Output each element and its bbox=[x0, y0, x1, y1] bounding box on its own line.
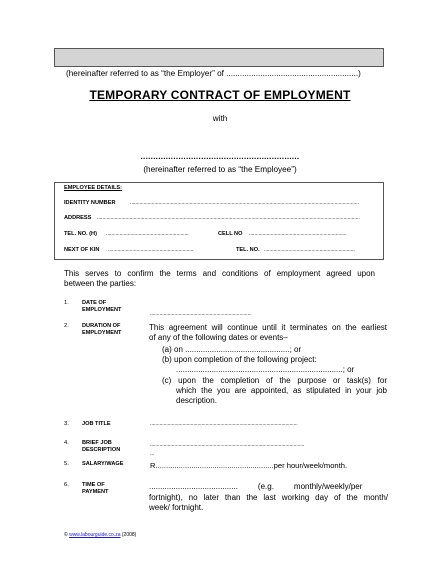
item-number: 5. bbox=[64, 461, 69, 467]
employee-details-heading: EMPLOYEE DETAILS: bbox=[64, 185, 123, 191]
kin-tel-field[interactable]: ................................................................... bbox=[264, 247, 355, 253]
identity-number-label: IDENTITY NUMBER bbox=[64, 200, 116, 206]
footer bbox=[64, 532, 136, 538]
with-text: with bbox=[212, 114, 228, 123]
item-number: 3. bbox=[64, 421, 69, 427]
date-of-employment-field[interactable]: ........................................................................... bbox=[150, 311, 252, 317]
kin-tel-label: TEL. NO. bbox=[236, 247, 260, 253]
job-title-field[interactable]: ............................................................................................................. bbox=[150, 421, 298, 427]
item-label: SALARY/WAGE bbox=[82, 461, 124, 467]
item-number: 2. bbox=[64, 323, 69, 329]
item-label: EMPLOYMENT bbox=[82, 330, 122, 336]
duration-option-c-line-3: description. bbox=[176, 396, 217, 405]
duration-option-b: (b) upon completion of the following project: bbox=[162, 355, 317, 364]
duration-option-c-line-1: (c) upon the completion of the purpose or task(s) for bbox=[162, 376, 387, 385]
intro-line-2: between the parties: bbox=[64, 279, 137, 288]
tel-home-label: TEL. NO. (H) bbox=[64, 231, 97, 237]
employer-line: (hereinafter referred to as “the Employer” of ..........................................................) bbox=[66, 69, 361, 78]
footer-year: (2008) bbox=[121, 532, 137, 538]
item-number: 6. bbox=[64, 482, 69, 488]
next-of-kin-field[interactable]: ............................................................... bbox=[108, 247, 194, 253]
address-label: ADDRESS bbox=[64, 215, 92, 221]
next-of-kin-label: NEXT OF KIN bbox=[64, 247, 100, 253]
item-label: PAYMENT bbox=[82, 489, 109, 495]
cell-no-label: CELL NO bbox=[218, 231, 243, 237]
employee-name-blank[interactable]: ............................................................... bbox=[140, 152, 300, 161]
duration-option-c-line-2: which the you are appointed, as stipulated in your job bbox=[176, 386, 387, 395]
duration-option-a[interactable]: (a) on ...............................................; or bbox=[162, 345, 302, 354]
job-description-field-continued[interactable]: ... bbox=[150, 451, 155, 457]
payment-line-2: fortnight), no later than the last working day of the month/ bbox=[149, 493, 388, 502]
item-label: DATE OF bbox=[82, 300, 107, 306]
duration-line-1: This agreement will continue until it terminates on the earliest bbox=[149, 323, 387, 332]
job-description-field[interactable]: .................................................................................................................. bbox=[150, 442, 305, 448]
duration-project-field[interactable]: ...........................................................................; or bbox=[176, 365, 355, 374]
item-number: 1. bbox=[64, 300, 69, 306]
payment-line-1[interactable]: ........................................ (e.g. monthly/weekly/per bbox=[149, 482, 363, 491]
employee-line: (hereinafter referred to as “the Employee”) bbox=[143, 165, 297, 174]
payment-line-3: week/ fortnight. bbox=[149, 503, 204, 512]
tel-home-field[interactable]: ............................................................. bbox=[106, 231, 189, 237]
copyright-symbol: © bbox=[64, 532, 68, 538]
item-label: EMPLOYMENT bbox=[82, 307, 122, 313]
item-label: TIME OF bbox=[82, 482, 105, 488]
item-label: DURATION OF bbox=[82, 323, 121, 329]
address-field[interactable]: .................................................................................................................................................................................................. bbox=[97, 215, 360, 221]
item-label: BRIEF JOB bbox=[82, 440, 112, 446]
document-title: TEMPORARY CONTRACT OF EMPLOYMENT bbox=[89, 88, 351, 102]
intro-line-1: This serves to confirm the terms and conditions of employment agreed upon bbox=[64, 269, 375, 278]
labourguide-link[interactable]: www.labourguide.co.za bbox=[69, 532, 121, 538]
item-number: 4. bbox=[64, 440, 69, 446]
cell-no-field[interactable]: ........................................................................ bbox=[249, 231, 347, 237]
identity-number-field[interactable]: ......................................................................................................................................................................... bbox=[130, 200, 359, 206]
duration-line-2: of any of the following dates or events– bbox=[149, 333, 288, 342]
employer-name-box[interactable] bbox=[54, 48, 384, 67]
salary-wage-field[interactable]: R........................................................per hour/week/month. bbox=[150, 461, 348, 470]
item-label: DESCRIPTION bbox=[82, 447, 121, 453]
item-label: JOB TITLE bbox=[82, 421, 111, 427]
